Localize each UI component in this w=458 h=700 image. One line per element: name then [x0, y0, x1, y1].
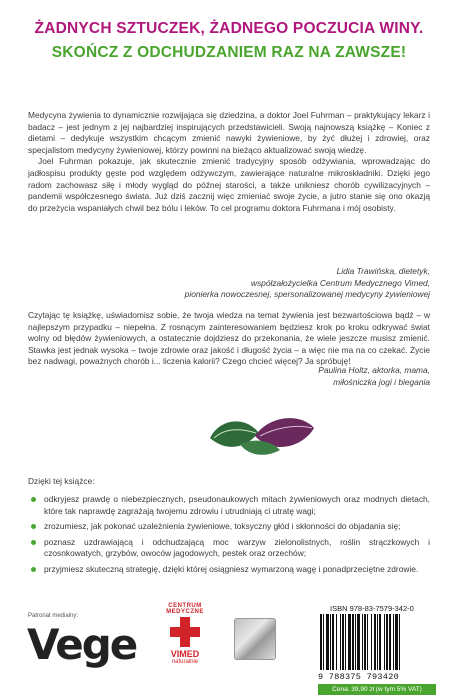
intro-text: [28, 110, 430, 214]
kale-leaves-illustration: [200, 398, 320, 468]
medical-cross-icon: [170, 617, 200, 647]
benefits-list: [28, 494, 430, 580]
signature-2-role: miłośniczka jogi i biegania: [333, 376, 430, 387]
price-label: Cena: 39,90 zł (w tym 5% VAT): [318, 684, 436, 695]
vimed-logo: [150, 603, 220, 689]
endorsement-paragraph-2: Czytając tę książkę, uświadomisz sobie, że twoja wiedza na temat żywienia jest bezwartościowa bądź – w najlepszym przypadku – niepełna. Z rosnącym zainteresowaniem będziesz krok po kroku odkrywać świat wolny od błędów żywieniowych, a ostatecznie dojdziesz do przekonania, że wiele jeszcze musisz zmienić. Stawka jest jednak wysoka – twoje zdrowie oraz jakość i długość życia – a więc nie ma na co czekać. Życie bez nadwagi, poważnych chorób i... liczenia kalorii? Czego chcieć więcej? Ja spróbuję!: [28, 310, 430, 367]
benefits-intro: Dzięki tej książce:: [28, 476, 95, 486]
endorsement-signature-1: [185, 266, 430, 301]
signature-1-name: Lidia Trawińska, dietetyk,: [336, 266, 430, 276]
vimed-logo-top: CENTRUM MEDYCZNE: [166, 603, 204, 615]
headline-line-1: ŻADNYCH SZTUCZEK, ŻADNEGO POCZUCIA WINY.: [34, 20, 424, 37]
endorsement-signature-2: [318, 365, 430, 388]
signature-1-role-2: pionierka nowoczesnej, spersonalizowanej medycyny żywieniowej: [184, 289, 430, 300]
list-item: poznasz uzdrawiającą i odchudzającą moc warzyw zielonolistnych, roślin strączkowych i czosnkowatych, grzybów, owoców jagodowych, pestek oraz orzechów;: [28, 537, 430, 560]
bullet-icon: [31, 567, 36, 572]
hologram-sticker-icon: [234, 618, 276, 660]
barcode-icon: [318, 614, 436, 670]
vimed-logo-sub: naturalnie: [171, 659, 199, 665]
isbn-label: ISBN 978-83-7579-342-0: [330, 604, 414, 613]
signature-2-name: Paulina Holtz, aktorka, mama,: [318, 365, 430, 375]
list-item: zrozumiesz, jak pokonać uzależnienia żywieniowe, toksyczny głód i skłonności do objadania się;: [28, 521, 430, 533]
bullet-icon: [31, 524, 36, 529]
intro-paragraph-2: Joel Fuhrman pokazuje, jak skutecznie zmienić tradycyjny sposób odżywiania, wprowadzając do jadłospisu produkty gęste pod względem odżywczym, zawierające naturalne mikroskładniki. Dzięki jego radom zachowasz siłę i młody wygląd do późnej starości, a także unikniesz chorób cywilizacyjnych – pandemii współczesnego świata. Już dziś zacznij więc zmieniać swoje życie, a jutro stanie się ono okazją do przeżycia wspaniałych chwil bez bólu i leków. To cel programu doktora Fuhrmana i mój osobisty.: [28, 156, 430, 213]
vege-logo: Vege: [27, 620, 137, 669]
bullet-icon: [31, 497, 36, 502]
barcode-number: 9 788375 793420: [318, 672, 400, 682]
list-item: odkryjesz prawdę o niebezpiecznych, pseudonaukowych mitach żywieniowych oraz modnych dietach, które tak naprawdę zagrażają twojemu zdrowiu i utrudniają ci utratę wagi;: [28, 494, 430, 517]
list-item: przyjmiesz skuteczną strategię, dzięki której osiągniesz wymarzoną wagę i ponadprzeciętne zdrowie.: [28, 564, 430, 576]
signature-1-role-1: współzałożycielka Centrum Medycznego Vimed,: [250, 277, 430, 288]
vimed-logo-name: VIMED: [170, 649, 200, 659]
bullet-icon: [31, 540, 36, 545]
media-patronage-label: Patronat medialny:: [28, 613, 79, 619]
headline-line-2: SKOŃCZ Z ODCHUDZANIEM RAZ NA ZAWSZE!: [51, 44, 407, 61]
intro-paragraph-1: Medycyna żywienia to dynamicznie rozwijająca się dziedzina, a doktor Joel Fuhrman – praktykujący lekarz i badacz – jest jednym z jej najbardziej inspirujących przedstawicieli. Swoją najnowszą książkę – Koniec z dietami – dedykuje wszystkim chcącym zmienić nawyki żywieniowe, by żyć dłużej i zdrowiej, oraz specjalistom medycyny żywieniowej, którzy powinni na bieżąco aktualizować swoją wiedzę.: [28, 110, 430, 155]
